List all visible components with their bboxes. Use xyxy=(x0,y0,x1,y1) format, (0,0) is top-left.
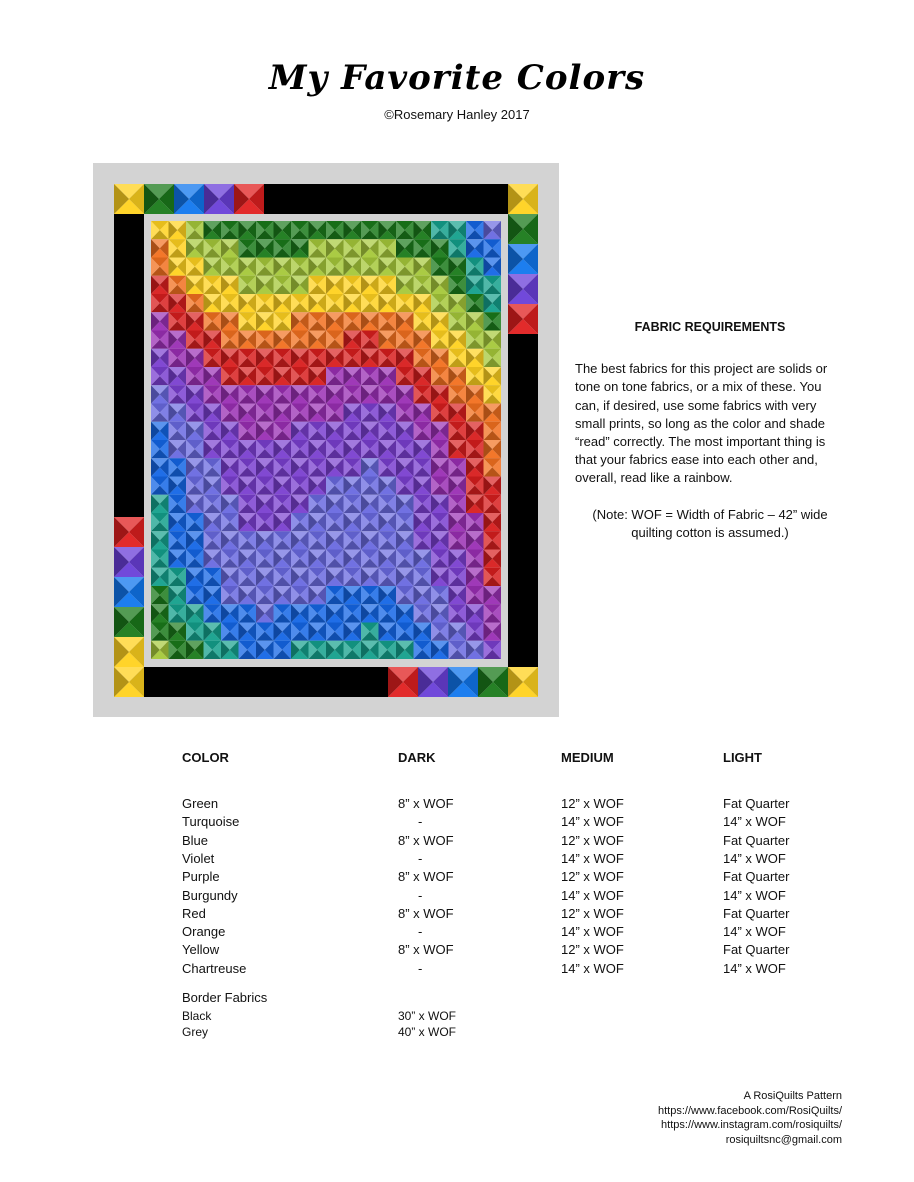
dark-cell: 8” x WOF xyxy=(398,869,454,885)
light-cell: Fat Quarter xyxy=(723,869,790,885)
medium-cell: 12” x WOF xyxy=(561,942,624,958)
top-black-border xyxy=(264,184,508,214)
dark-cell: - xyxy=(418,850,423,866)
left-black-border xyxy=(114,214,144,517)
light-cell: 14” x WOF xyxy=(723,924,786,940)
medium-cell: 14” x WOF xyxy=(561,814,624,830)
color-cell: Violet xyxy=(182,850,215,866)
medium-cell: 12” x WOF xyxy=(561,796,624,811)
bottom-black-border xyxy=(144,667,388,697)
medium-cell: 12” x WOF xyxy=(561,832,624,848)
table-row xyxy=(182,906,822,924)
light-cell: Fat Quarter xyxy=(723,905,790,921)
light-cell: 14” x WOF xyxy=(723,850,786,866)
table-row xyxy=(182,942,822,960)
dark-cell: 8” x WOF xyxy=(398,905,454,921)
table-row xyxy=(182,851,822,869)
header-medium: MEDIUM xyxy=(561,750,614,765)
footer-brand: A RosiQuilts Pattern xyxy=(743,1090,842,1102)
wof-note: (Note: WOF = Width of Fabric – 42” wide quilting cotton is assumed.) xyxy=(592,506,828,540)
dark-cell: 8” x WOF xyxy=(398,796,454,811)
light-cell: Fat Quarter xyxy=(723,942,790,958)
header-light: LIGHT xyxy=(723,750,762,765)
light-cell: Fat Quarter xyxy=(723,832,790,848)
medium-cell: 14” x WOF xyxy=(561,924,624,940)
table-row xyxy=(182,833,822,851)
pattern-title: My Favorite Colors xyxy=(268,58,646,98)
table-row xyxy=(182,869,822,887)
table-row xyxy=(182,961,822,979)
table-row xyxy=(182,814,822,832)
copyright-line: ©Rosemary Hanley 2017 xyxy=(384,107,530,122)
color-cell: Yellow xyxy=(182,942,220,958)
color-cell: Orange xyxy=(182,924,226,940)
instagram-link[interactable]: https://www.instagram.com/rosiquilts/ xyxy=(661,1119,842,1131)
border-amount-cell: 30” x WOF xyxy=(398,1009,457,1023)
table-row xyxy=(182,888,822,906)
light-cell: 14” x WOF xyxy=(723,887,786,903)
dark-cell: 8” x WOF xyxy=(398,832,454,848)
medium-cell: 14” x WOF xyxy=(561,887,624,903)
medium-cell: 14” x WOF xyxy=(561,960,624,976)
color-cell: Red xyxy=(182,905,206,921)
dark-cell: - xyxy=(418,924,423,940)
dark-cell: 8” x WOF xyxy=(398,942,454,958)
header-color: COLOR xyxy=(182,750,229,765)
light-cell: 14” x WOF xyxy=(723,960,786,976)
header-dark: DARK xyxy=(398,750,436,765)
border-color-cell: Grey xyxy=(182,1025,209,1039)
dark-cell: - xyxy=(418,960,423,976)
color-cell: Purple xyxy=(182,869,220,885)
light-cell: Fat Quarter xyxy=(723,796,790,811)
light-cell: 14” x WOF xyxy=(723,814,786,830)
border-color-cell: Black xyxy=(182,1009,212,1023)
fabric-requirements-body: The best fabrics for this project are solids or tone on tone fabrics, or a mix of these. You can, if desired, use some fabrics with very small prints, so long as the color and shade “read” correctly. The most important thing is that your fabrics ease into each other and, overall, read like a rainbow. xyxy=(575,361,828,486)
right-black-border xyxy=(508,334,538,667)
color-cell: Green xyxy=(182,796,219,811)
color-cell: Turquoise xyxy=(182,814,240,830)
quilt-image xyxy=(93,163,559,717)
fabric-requirements-heading: FABRIC REQUIREMENTS xyxy=(634,320,786,334)
quilt-illustration xyxy=(93,163,559,717)
medium-cell: 12” x WOF xyxy=(561,869,624,885)
table-row xyxy=(182,796,822,814)
medium-cell: 12” x WOF xyxy=(561,905,624,921)
fabric-requirements-section xyxy=(575,318,845,542)
dark-cell: - xyxy=(418,887,423,903)
color-cell: Chartreuse xyxy=(182,960,247,976)
footer xyxy=(658,1089,842,1147)
dark-cell: - xyxy=(418,814,423,830)
color-cell: Blue xyxy=(182,832,209,848)
border-amount-cell: 40” x WOF xyxy=(398,1025,457,1039)
color-cell: Burgundy xyxy=(182,887,238,903)
email-link[interactable]: rosiquiltsnc@gmail.com xyxy=(725,1133,842,1146)
border-fabrics-title: Border Fabrics xyxy=(182,990,268,1005)
facebook-link[interactable]: https://www.facebook.com/RosiQuilts/ xyxy=(657,1104,842,1117)
medium-cell: 14” x WOF xyxy=(561,850,624,866)
table-row xyxy=(182,924,822,942)
